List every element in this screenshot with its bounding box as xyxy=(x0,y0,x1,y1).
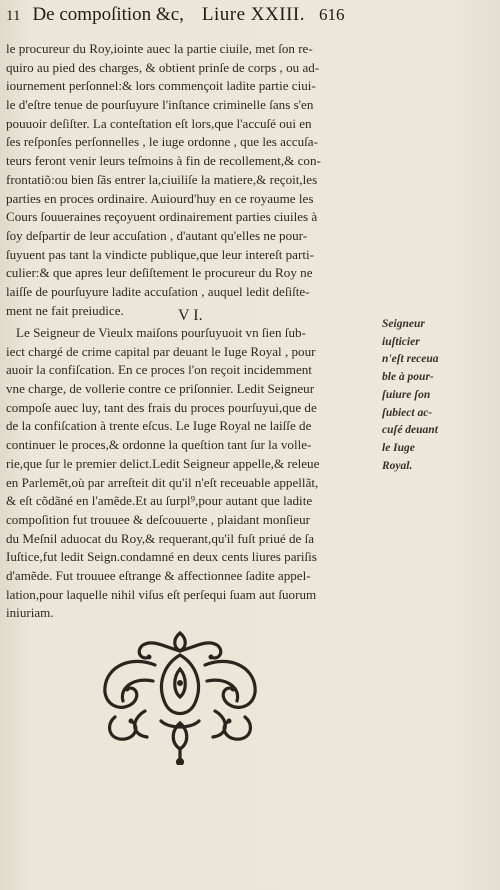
text-line: le procureur du Roy,iointe auec la partie ciuile, met ſon re- xyxy=(6,41,313,56)
margin-line: ſuiure ſon xyxy=(382,388,431,401)
folio-number: 616 xyxy=(318,5,345,24)
margin-line: cuſé deuant xyxy=(382,424,438,437)
text-line: du Meſnil aduocat du Roy,& requerant,qu'il fuſt priué de ſa xyxy=(6,530,315,546)
text-line: ment ne fait preiudice. xyxy=(6,302,124,318)
text-line: pouuoir deſiſter. La conteſtation eſt lors,que l'accuſé oui en xyxy=(6,115,312,131)
text-line: en Parlemẽt,où par arreſteit dit qu'il n'eſt receuable appellãt, xyxy=(6,474,319,490)
text-line: d'amẽde. Fut trouuee eſtrange & affectionnee ſadite appel- xyxy=(6,567,311,583)
text-line: auoir la confiſcation. En ce proces l'on reçoit incidemment xyxy=(6,362,312,378)
text-line: & eſt cõdãné en l'amẽde.Et au ſurpl⁹,pour autant que ladite xyxy=(6,493,313,509)
margin-line: n'eſt receua xyxy=(382,353,439,366)
text-line: ſes reſponſes perſonnelles , le iuge ordonne , que les accuſa- xyxy=(6,134,318,150)
text-line: laiſſe de pourſuyure ladite accuſation , auquel ledit deſiſte- xyxy=(6,283,310,299)
margin-line: iuſticier xyxy=(382,335,420,348)
margin-line: le Iuge xyxy=(382,441,415,454)
margin-note xyxy=(382,316,462,475)
text-line: ſuyuent pas tant la vindicte publique,que leur intereſt parti- xyxy=(6,246,314,262)
running-header xyxy=(6,4,486,34)
text-line: teurs feront venir leurs teſmoins à fin de recollement,& con- xyxy=(6,153,321,169)
text-line: lation,pour laquelle nihil viſus eſt perſequi ſuam aut ſuorum xyxy=(6,586,317,602)
text-line: le d'eſtre tenue de pourſuyure l'inſtance criminelle ſans s'en xyxy=(6,97,314,113)
page-number: 11 xyxy=(6,8,21,24)
margin-line: ble à pour- xyxy=(382,371,434,384)
text-line: ſoy deſpartir de leur accuſation , d'autant qu'elles ne pour- xyxy=(6,227,308,243)
section-heading: V I. xyxy=(178,307,203,324)
text-line: Le Seigneur de Vieulx maiſons pourſuyuoit vn ſien ſub- xyxy=(16,325,306,340)
text-line: rie,que ſur le premier delict.Ledit Seigneur appelle,& releue xyxy=(6,455,320,471)
text-line: iniuriam. xyxy=(6,605,54,621)
text-line: compoſition fut trouuee & deſcouuerte , plaidant monſieur xyxy=(6,511,310,527)
text-line: vne charge, de vollerie contre ce priſonnier. Ledit Seigneur xyxy=(6,381,315,397)
margin-line: Royal. xyxy=(382,459,413,472)
text-line: Cours ſouueraines reçoyuent ordinairement parties ciuiles à xyxy=(6,209,318,225)
margin-line: Seigneur xyxy=(382,318,425,330)
text-line: iect chargé de crime capital par deuant le Iuge Royal , pour xyxy=(6,343,316,359)
text-line: continuer le proces,& ordonne la queſtion tant ſur la volle- xyxy=(6,437,312,453)
text-line: frontatiõ:ou bien ſãs entrer la,ciuiliſe la matiere,& reçoit,les xyxy=(6,171,318,187)
paragraph-1 xyxy=(6,40,382,320)
text-line: Iuſtice,fut ledit Seign.condamné en deux cents liures pariſis xyxy=(6,549,317,565)
paragraph-2 xyxy=(6,324,382,623)
running-title: De compoſition &c, xyxy=(32,4,184,25)
text-line: compoſe auec luy, tant des frais du proces pourſuyui,que de xyxy=(6,399,317,415)
text-line: quiro au pied des charges, & obtient prinſe de corps , ou ad- xyxy=(6,59,320,75)
tailpiece-ornament xyxy=(95,625,265,765)
book-number: Liure XXIII. xyxy=(201,4,305,25)
text-line: iournement perſonnel:& lors commençoit ladite partie ciui- xyxy=(6,78,316,94)
margin-line: ſubiect ac- xyxy=(382,406,433,419)
text-line: de la confiſcation à trente eſcus. Le Iuge Royal ne laiſſe de xyxy=(6,418,312,434)
text-line: culier:& que apres leur deſiſtement le procureur du Roy ne xyxy=(6,265,313,281)
text-line: parties en proces ordinaire. Auiourd'huy en ce royaume les xyxy=(6,190,314,206)
